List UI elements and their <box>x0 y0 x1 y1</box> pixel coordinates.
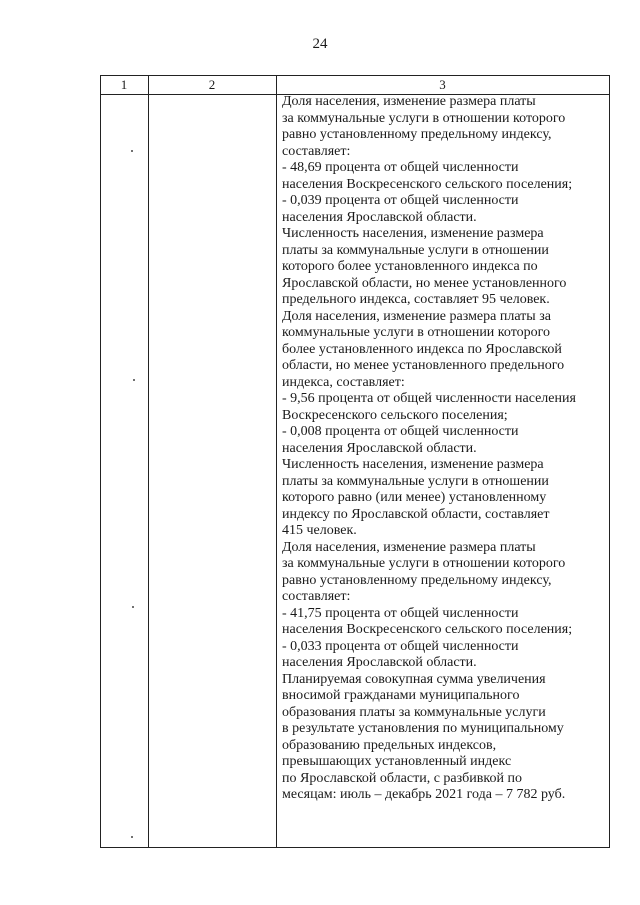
table-bottom-border <box>100 847 610 848</box>
column-header-1: 1 <box>120 77 128 92</box>
scan-speck <box>131 150 133 152</box>
paragraph-share-settlement: - 48,69 процента от общей численности населения Воскресенского сельского поселения; <box>282 160 573 192</box>
column-divider-2 <box>276 75 277 848</box>
paragraph-share-limit-index-intro-2: Доля населения, изменение размера платы за коммунальные услуги в отношении которого равно установленному предельному индексу, составляет: <box>282 539 566 604</box>
paragraph-population-above-index: Численность населения, изменение размера платы за коммунальные услуги в отношении которого более установленного индекса по Ярославской области, но менее установленного предельного индекса, составляет 95 человек. <box>282 226 567 307</box>
paragraph-share-region: - 0,039 процента от общей численности населения Ярославской области. <box>282 193 519 225</box>
scan-speck <box>133 379 135 381</box>
paragraph-share-above-settlement: - 9,56 процента от общей численности населения Воскресенского сельского поселения; <box>282 391 576 423</box>
scan-speck <box>132 606 134 608</box>
paragraph-share-above-region: - 0,008 процента от общей численности населения Ярославской области. <box>282 424 519 456</box>
column-divider-1 <box>148 75 149 848</box>
paragraph-share-settlement-2: - 41,75 процента от общей численности населения Воскресенского сельского поселения; <box>282 605 573 637</box>
scan-speck <box>131 836 133 838</box>
column-header-2: 2 <box>208 77 216 92</box>
column-header-3: 3 <box>439 77 446 92</box>
paragraph-share-region-2: - 0,033 процента от общей численности населения Ярославской области. <box>282 638 519 670</box>
column-3-content <box>282 94 612 804</box>
paragraph-planned-total-increase: Планируемая совокупная сумма увеличения вносимой гражданами муниципального образования платы за коммунальные услуги в результате установления по муниципальному образованию предельных индексов, превышающих установленный индекс по Ярославской области, с разбивкой по месяцам: июль – декабрь 2021 года – 7 782 руб. <box>282 671 566 802</box>
paragraph-population-equal-index: Численность населения, изменение размера платы за коммунальные услуги в отношении которого равно (или менее) установленному индексу по Ярославской области, составляет 415 человек. <box>282 457 550 538</box>
table-left-border <box>100 75 101 848</box>
paragraph-share-limit-index-intro: Доля населения, изменение размера платы за коммунальные услуги в отношении которого равно установленному предельному индексу, составляет: <box>282 94 566 159</box>
page-number: 24 <box>312 36 328 52</box>
paragraph-share-above-index-intro: Доля населения, изменение размера платы за коммунальные услуги в отношении которого более установленного индекса по Ярославской области, но менее установленного предельного индекса, составляет: <box>282 308 565 390</box>
